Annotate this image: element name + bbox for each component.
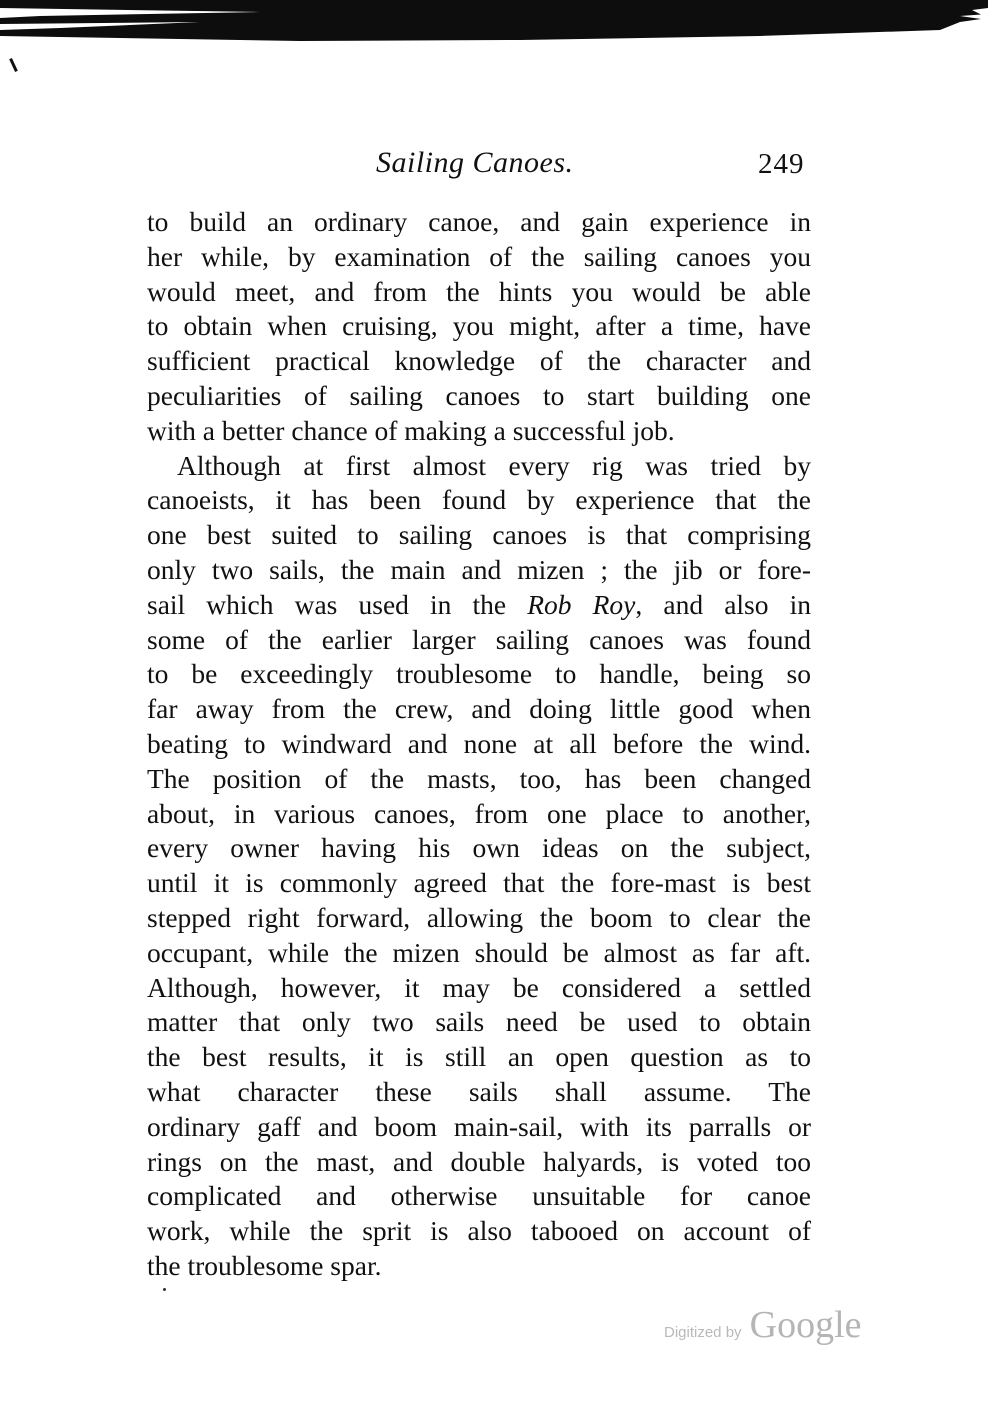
text-segment: , and also in bbox=[635, 588, 811, 620]
text-line: every owner having his own ideas on the subject, bbox=[147, 832, 811, 864]
italic-title: Rob Roy bbox=[527, 588, 636, 620]
text-line: canoeists, it has been found by experience that the bbox=[147, 484, 811, 516]
text-line: to obtain when cruising, you might, after a time, have bbox=[147, 310, 811, 342]
scan-mark bbox=[9, 58, 18, 72]
text-line: ordinary gaff and boom main-sail, with its parralls or bbox=[147, 1110, 811, 1142]
text-line: matter that only two sails need be used to obtain bbox=[147, 1006, 811, 1038]
text-line: stepped right forward, allowing the boom to clear the bbox=[147, 901, 811, 933]
text-line: one best suited to sailing canoes is that comprising bbox=[147, 519, 811, 551]
page-title: Sailing Canoes. bbox=[376, 146, 574, 179]
text-line: with a better chance of making a successful job. bbox=[147, 414, 675, 446]
text-segment: sail which was used in the bbox=[147, 588, 528, 620]
text-line: some of the earlier larger sailing canoes was found bbox=[147, 623, 811, 655]
text-line: only two sails, the main and mizen ; the jib or fore- bbox=[147, 553, 811, 585]
text-line: what character these sails shall assume. The bbox=[147, 1075, 811, 1107]
text-line: peculiarities of sailing canoes to start building one bbox=[147, 379, 811, 411]
text-line: beating to windward and none at all before the wind. bbox=[147, 727, 811, 759]
paragraph-2 bbox=[147, 449, 811, 1284]
digitized-watermark bbox=[664, 1303, 862, 1346]
google-logo: Google bbox=[749, 1304, 862, 1346]
text-line: work, while the sprit is also tabooed on account of bbox=[147, 1215, 811, 1247]
text-line: complicated and otherwise unsuitable for canoe bbox=[147, 1180, 811, 1212]
text-line: to be exceedingly troublesome to handle, being so bbox=[147, 658, 811, 690]
page-number: 249 bbox=[758, 148, 805, 180]
scan-edge-artifact bbox=[0, 0, 988, 48]
watermark-prefix: Digitized by bbox=[664, 1324, 742, 1341]
text-line: Although, however, it may be considered a settled bbox=[147, 971, 811, 1003]
text-line: rings on the mast, and double halyards, is voted too bbox=[147, 1145, 811, 1177]
text-line: her while, by examination of the sailing canoes you bbox=[147, 240, 811, 272]
text-line: far away from the crew, and doing little good when bbox=[147, 693, 811, 725]
text-line: occupant, while the mizen should be almost as far aft. bbox=[147, 936, 811, 968]
text-line-with-italic bbox=[147, 588, 811, 623]
text-line: the troublesome spar. bbox=[147, 1249, 382, 1281]
paragraph-1 bbox=[147, 205, 811, 449]
text-line: to build an ordinary canoe, and gain experience in bbox=[147, 206, 811, 237]
body-text bbox=[147, 205, 811, 1284]
text-line: would meet, and from the hints you would be able bbox=[147, 275, 811, 307]
running-head bbox=[0, 146, 988, 186]
text-line: The position of the masts, too, has been changed bbox=[147, 762, 811, 794]
text-line: until it is commonly agreed that the fore-mast is best bbox=[147, 867, 811, 899]
text-line: the best results, it is still an open question as to bbox=[147, 1041, 811, 1073]
text-line: sufficient practical knowledge of the character and bbox=[147, 345, 811, 377]
ink-speck bbox=[163, 1288, 166, 1291]
text-line: about, in various canoes, from one place to another, bbox=[147, 797, 811, 829]
text-line: Although at first almost every rig was tried by bbox=[177, 449, 811, 481]
